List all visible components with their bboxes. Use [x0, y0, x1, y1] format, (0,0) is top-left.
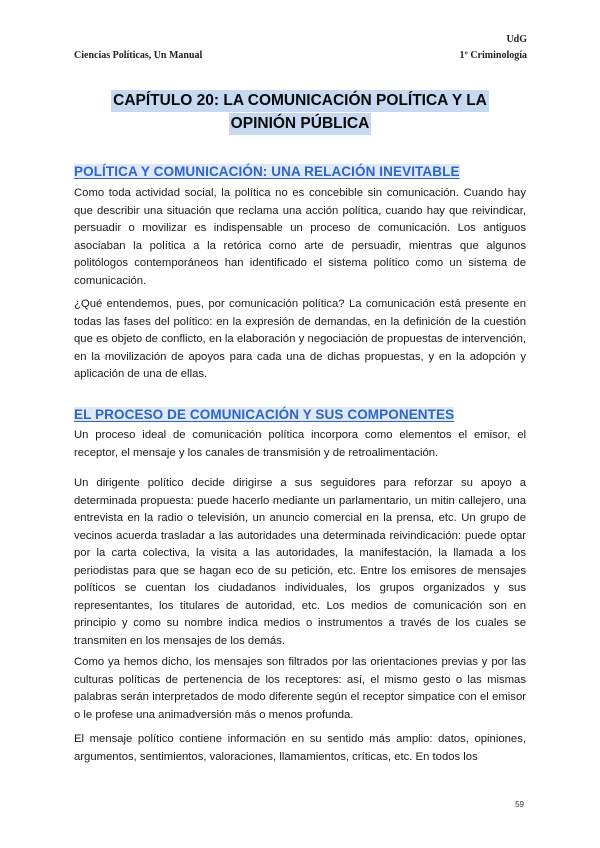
- paragraph: Como toda actividad social, la política no es concebible sin comunicación. Cuando hay que describir una situación que reclama una acción política, cuando hay que reivindicar, persuadir o movilizar es indispensable un proceso de comunicación. Los antiguos asociaban la política a la retórica como arte de persuadir, mientras que algunos politólogos contemporáneos han identificado el sistema político como un sistema de comunicación.: [74, 187, 526, 287]
- header-university: UdG: [506, 34, 527, 45]
- section-heading-communication-process: [74, 407, 454, 422]
- paragraph: Un proceso ideal de comunicación política incorpora como elementos el emisor, el receptor, el mensaje y los canales de transmisión y de retroalimentación.: [74, 429, 526, 459]
- section-heading-politics-communication: [74, 164, 460, 179]
- section-heading-2-text: EL PROCESO DE COMUNICACIÓN Y SUS COMPONENTES: [74, 407, 455, 422]
- paragraph: Un dirigente político decide dirigirse a sus seguidores para reforzar su apoyo a determinada propuesta: puede hacerlo mediante un parlamentario, un mitin callejero, una entrevista en la radio o televisión, un anuncio comercial en la prensa, etc. Un grupo de vecinos acuerda trasladar a las autoridades una determinada reivindicación: puede optar por la carta colectiva, la visita a las autoridades, la manifestación, la llamada a los periodistas para que se hagan eco de su petición, etc. Entre los emisores de mensajes políticos se cuentan los ciudadanos individuales, los grupos organizados y sus representantes, los titulares de autoridad, etc. Los medios de comunicación son en principio y como su nombre indica medios o instrumentos a través de los cuales se transmiten en los mensajes de los demás.: [74, 477, 526, 647]
- header-course: 1º Criminología: [459, 50, 527, 61]
- paragraph: ¿Qué entendemos, pues, por comunicación política? La comunicación está presente en todas las fases del político: en la expresión de demandas, en la definición de la cuestión que es objeto de conflicto, en la elaboración y negociación de propuestas de intervención, en la movilización de apoyos para cada una de dichas propuestas, y en la adopción y aplicación de una de ellas.: [74, 298, 526, 380]
- section-heading-1-text: POLÍTICA Y COMUNICACIÓN: UNA RELACIÓN INEVITABLE: [74, 164, 460, 179]
- paragraph: El mensaje político contiene información en su sentido más amplio: datos, opiniones, argumentos, sentimientos, valoraciones, llamamientos, críticas, etc. En todos los: [74, 733, 526, 763]
- chapter-title: [60, 90, 540, 135]
- chapter-title-line-2: OPINIÓN PÚBLICA: [229, 113, 372, 135]
- chapter-title-line-1: CAPÍTULO 20: LA COMUNICACIÓN POLÍTICA Y LA: [111, 90, 489, 112]
- page-number: 59: [515, 800, 524, 809]
- paragraph: Como ya hemos dicho, los mensajes son filtrados por las orientaciones previas y por las culturas políticas de pertenencia de los receptores: así, el mismo gesto o las mismas palabras serán interpretados de modo diferente según el receptor simpatice con el emisor o le profese una animadversión más o menos profunda.: [74, 656, 526, 721]
- header-book-title: Ciencias Políticas, Un Manual: [74, 50, 203, 61]
